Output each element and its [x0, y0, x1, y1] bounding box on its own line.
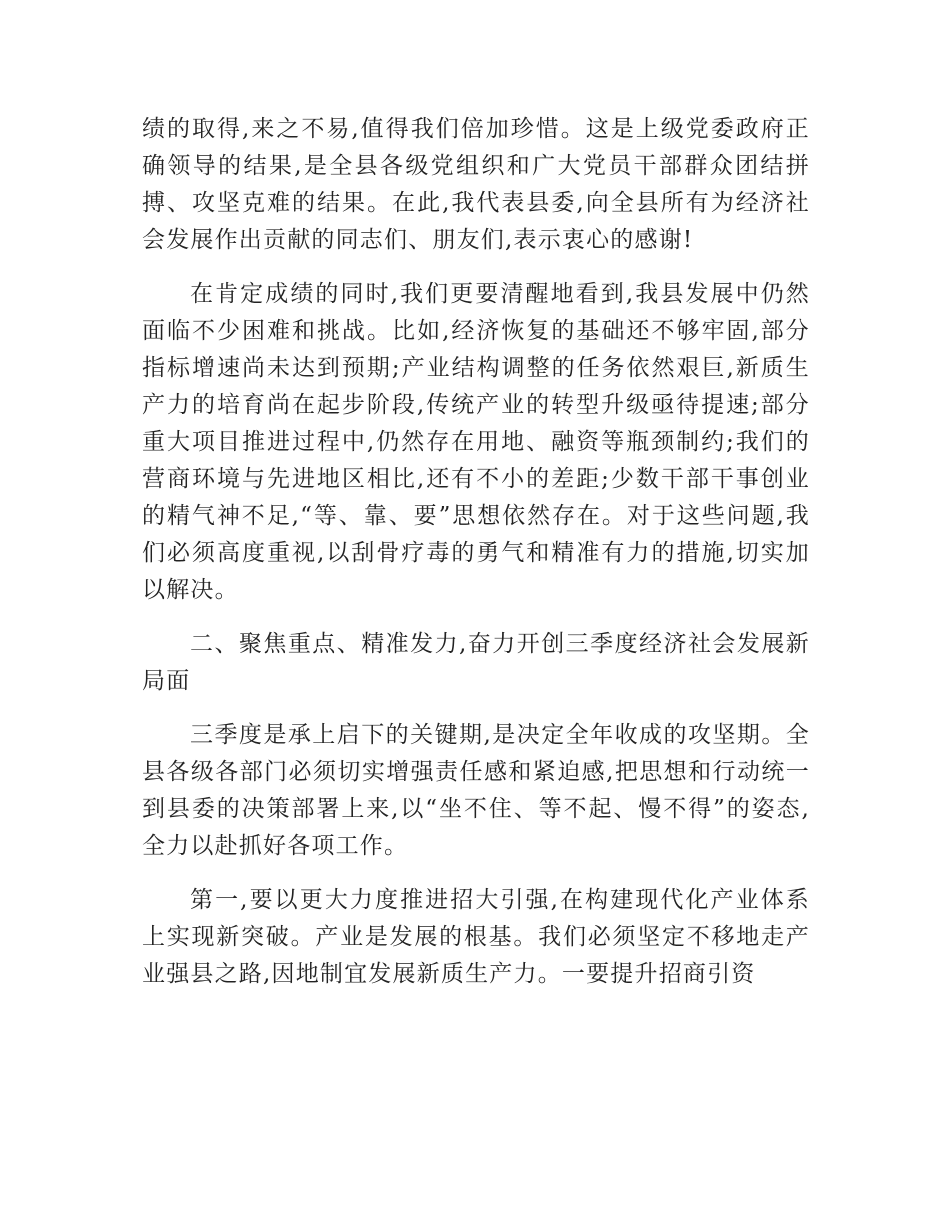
paragraph-challenges: 在肯定成绩的同时,我们更要清醒地看到,我县发展中仍然面临不少困难和挑战。比如,经济恢复的基础还不够牢固,部分指标增速尚未达到预期;产业结构调整的任务依然艰巨,新质生产力的培育尚在起步阶段,传统产业的转型升级亟待提速;部分重大项目推进过程中,仍然存在用地、融资等瓶颈制约;我们的营商环境与先进地区相比,还有不小的差距;少数干部干事创业的精气神不足,“等、靠、要”思想依然存在。对于这些问题,我们必须高度重视,以刮骨疗毒的勇气和精准有力的措施,切实加以解决。 — [142, 281, 810, 603]
paragraph-first-point: 第一,要以更大力度推进招大引强,在构建现代化产业体系上实现新突破。产业是发展的根基。我们必须坚定不移地走产业强县之路,因地制宜发展新质生产力。一要提升招商引资 — [142, 887, 810, 987]
section-heading: 二、聚焦重点、精准发力,奋力开创三季度经济社会发展新局面 — [142, 631, 810, 694]
document-body — [142, 111, 810, 1010]
paragraph-third-quarter: 三季度是承上启下的关键期,是决定全年收成的攻坚期。全县各级各部门必须切实增强责任感和紧迫感,把思想和行动统一到县委的决策部署上来,以“坐不住、等不起、慢不得”的姿态,全力以赴抓好各项工作。 — [142, 722, 810, 859]
paragraph-continuation: 绩的取得,来之不易,值得我们倍加珍惜。这是上级党委政府正确领导的结果,是全县各级党组织和广大党员干部群众团结拼搏、攻坚克难的结果。在此,我代表县委,向全县所有为经济社会发展作出贡献的同志们、朋友们,表示衷心的感谢! — [142, 116, 810, 253]
